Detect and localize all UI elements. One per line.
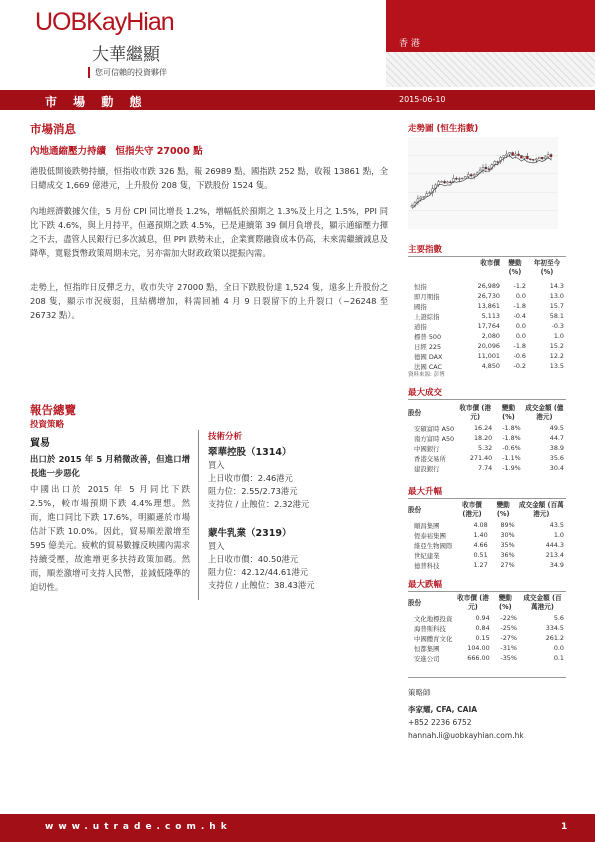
analyst-email[interactable]: hannah.li@uobkayhian.com.hk	[408, 731, 524, 740]
cell-name: 建設銀行	[414, 464, 440, 473]
cell-value: 43.5	[549, 521, 564, 529]
turnover-row	[406, 453, 566, 463]
cell-value: 34.9	[549, 561, 564, 569]
divider	[408, 399, 566, 400]
top-turnover-title: 最大成交	[408, 388, 443, 398]
report-lead: 出口於 2015 年 5 月稍微改善，但進口增長進一步惡化	[30, 454, 190, 478]
cell-value: 18.20	[473, 434, 493, 442]
cell-name: 德國 DAX	[414, 352, 443, 361]
cell-value: 89%	[500, 521, 515, 529]
cell-value: -1.1%	[502, 454, 521, 462]
candle-body	[547, 155, 549, 157]
cell-value: 13.0	[549, 292, 564, 300]
cell-value: -0.4	[513, 312, 526, 320]
candle-body	[497, 162, 499, 163]
moving-average-line	[412, 156, 551, 209]
col-header: 收市價 (港元)	[457, 594, 489, 611]
cell-value: 7.74	[478, 464, 493, 472]
report-overview-title: 報告總覽	[30, 403, 76, 417]
cell-value: 666.00	[467, 654, 490, 662]
gainer-row	[406, 540, 566, 550]
cell-value: 14.3	[549, 282, 564, 290]
col-header: 股份	[408, 598, 422, 607]
gainer-row	[406, 560, 566, 570]
cell-name: 標普 500	[414, 332, 442, 341]
market-news-paragraph: 走勢上，恒指昨日反彈乏力，收市失守 27000 點，全日下跌股份達 1,524 隻，遠多上升股份之 208 隻，顯示市況疲弱，且結構增加，料需回補 4 月 9 日裂留下的上升裂口（~26248 至 26732 點）。	[30, 282, 388, 320]
candle-body	[476, 173, 478, 175]
cell-value: 0.1	[553, 654, 564, 662]
cell-value: 27%	[500, 561, 515, 569]
cell-value: 5.6	[553, 614, 564, 622]
col-header: 變動 (%)	[496, 501, 510, 518]
cell-value: -22%	[500, 614, 517, 622]
candle-body	[544, 157, 546, 159]
cell-name: 維亞生物國際	[414, 541, 453, 550]
table-header-row	[406, 259, 566, 281]
cell-name: 海普斯科技	[414, 624, 446, 633]
cell-name: 世紀建業	[414, 551, 440, 560]
candle-body	[506, 154, 508, 156]
index-row	[406, 291, 566, 301]
candle-body	[550, 155, 552, 157]
loser-row	[406, 643, 566, 653]
candle-body	[529, 159, 531, 160]
candle-body	[473, 175, 475, 176]
cell-value: -0.6	[513, 352, 526, 360]
cell-value: 0.84	[475, 624, 490, 632]
cell-value: 49.5	[549, 424, 564, 432]
col-header: 成交金額 (百萬港元)	[523, 594, 562, 611]
candle-body	[429, 193, 431, 194]
cell-name: 恆泰裕集團	[414, 531, 446, 540]
cell-value: 0.0	[515, 332, 526, 340]
cell-value: -25%	[500, 624, 517, 632]
header-pattern-block	[386, 52, 595, 87]
stock-action: 買入	[208, 460, 225, 470]
candle-body	[541, 157, 543, 158]
col-header: 成交金額 (百萬港元)	[518, 501, 564, 518]
divider	[408, 591, 566, 592]
region-label: 香 港	[399, 39, 420, 49]
candle-body	[535, 159, 537, 160]
stock-stop: 支持位 / 止蝕位：38.43港元	[208, 580, 315, 590]
index-row	[406, 311, 566, 321]
cell-name: 國指	[414, 302, 427, 311]
candle-body	[520, 156, 522, 159]
candle-body	[441, 181, 443, 182]
index-row	[406, 301, 566, 311]
cell-value: 444.3	[545, 541, 564, 549]
candle-body	[461, 178, 463, 179]
stock-name: 翠華控股（1314）	[208, 447, 292, 458]
cell-value: 13,861	[477, 302, 500, 310]
col-header: 收市價 (港元)	[459, 404, 492, 421]
col-header: 變動 (%)	[498, 594, 512, 611]
cell-name: 德普科技	[414, 561, 440, 570]
cell-value: 26,989	[477, 282, 500, 290]
cell-value: 334.5	[545, 624, 564, 632]
cell-value: -35%	[500, 654, 517, 662]
cell-value: 20,096	[477, 342, 500, 350]
cell-value: 16.24	[473, 424, 493, 432]
stock-action: 買入	[208, 541, 225, 551]
cell-value: -1.9%	[502, 464, 521, 472]
turnover-row	[406, 433, 566, 443]
indices-table	[406, 259, 566, 371]
cell-name: 恒都集團	[414, 644, 440, 653]
technical-stock-block	[208, 527, 388, 592]
cell-name: 文化地標投資	[414, 614, 453, 623]
cell-name: 中國銀行	[414, 444, 440, 453]
col-header: 收市價 (港元)	[462, 501, 482, 518]
analyst-name: 李家耀, CFA, CAIA	[408, 705, 478, 714]
index-row	[406, 321, 566, 331]
col-header: 變動 (%)	[508, 259, 522, 276]
candle-body	[503, 156, 505, 158]
cell-value: -1.8%	[502, 424, 521, 432]
cell-value: 213.4	[545, 551, 564, 559]
cell-name: 安碩富時 A50	[414, 424, 455, 433]
cell-value: 271.40	[469, 454, 493, 462]
analyst-phone: +852 2236 6752	[408, 718, 472, 727]
col-header: 收市價	[480, 259, 500, 267]
table-header-row	[406, 593, 566, 613]
cell-value: 38.9	[549, 444, 564, 452]
cell-value: 261.2	[545, 634, 564, 642]
candle-body	[512, 153, 514, 156]
cell-name: 上證綜指	[414, 312, 440, 321]
report-body: 中國出口於 2015 年 5 月同比下跌 2.5%，較市場預期下跌 4.4%理想。然而，進口同比下跌 17.6%，明顯遜於市場估計下跌 10.0%。因此，貿易順差激增至 595 億美元。疲軟的貿易數據反映國內需求持續受壓，故進增更多扶持政策加碼。然而，順差激增可支持人民幣，並減低隆準的迫切性。	[30, 484, 190, 592]
cell-name: 香港交易所	[414, 454, 446, 463]
analyst-label: 策略師	[408, 688, 431, 697]
market-news-title: 市場消息	[30, 122, 76, 136]
cell-value: -0.2	[513, 362, 526, 370]
col-header: 變動 (%)	[501, 404, 516, 421]
candle-body	[423, 197, 425, 198]
brand-slogan: 您可信賴的投資夥伴	[88, 67, 167, 78]
candle-body	[538, 157, 540, 159]
brand-logo-chinese: 大華繼顯	[92, 45, 160, 65]
stock-resistance: 阻力位：42.12/44.61港元	[208, 567, 309, 577]
analyst-block	[408, 686, 524, 742]
cell-value: 0.15	[475, 634, 490, 642]
report-date: 2015-06-10	[399, 95, 446, 104]
cell-value: 1.0	[553, 531, 564, 539]
cell-value: 2,080	[481, 332, 500, 340]
loser-row	[406, 633, 566, 643]
cell-name: 安進公司	[414, 654, 440, 663]
candle-body	[532, 159, 534, 160]
stock-close: 上日收市價：2.46港元	[208, 473, 293, 483]
market-news-paragraph: 內地經濟數據欠佳，5 月份 CPI 同比增長 1.2%，增幅低於預期之 1.3%及上月之 1.5%，PPI 同比下跌 4.6%，與上月持平，但遜預期之跌 4.5%，已是連續第 39 個月負增長，顯示通縮壓力揮之不去，盡管人民銀行已多次減息，但 PPI 跌勢未止，企業實際融資成本仍高，未來需繼續減息及降準，寬鬆貨幣政策周期未完，另亦需加大財政政策以提振內需。	[30, 206, 388, 258]
cell-value: 0.0	[515, 322, 526, 330]
cell-value: 30.4	[549, 464, 564, 472]
report-topic: 貿易	[30, 438, 50, 449]
cell-value: 4.08	[473, 521, 488, 529]
market-news-headline: 內地通縮壓力持續 恒指失守 27000 點	[30, 146, 203, 157]
divider	[408, 256, 566, 257]
cell-value: 0.94	[475, 614, 490, 622]
cell-value: -0.3	[551, 322, 564, 330]
strategy-label: 投資策略	[30, 420, 65, 430]
candle-body	[444, 181, 446, 183]
footer-url-link[interactable]: www.utrade.com.hk	[45, 822, 232, 832]
top-turnover-table	[406, 403, 566, 473]
cell-name: 道指	[414, 322, 427, 331]
cell-value: -1.8	[513, 302, 526, 310]
cell-value: -1.8%	[502, 434, 521, 442]
candle-body	[467, 175, 469, 177]
cell-value: 12.2	[549, 352, 564, 360]
cell-name: 恒指	[414, 282, 427, 291]
table-header-row	[406, 500, 566, 520]
candle-body	[485, 167, 487, 168]
candle-body	[518, 154, 520, 156]
candle-body	[515, 154, 517, 155]
cell-value: -27%	[500, 634, 517, 642]
candle-body	[494, 162, 496, 165]
brand-logo: UOBKayHian	[35, 8, 174, 36]
cell-value: 5.32	[478, 444, 493, 452]
cell-value: 44.7	[549, 434, 564, 442]
candle-body	[411, 206, 413, 207]
cell-value: -31%	[500, 644, 517, 652]
cell-value: 11,001	[477, 352, 500, 360]
cell-value: 58.1	[549, 312, 564, 320]
divider	[408, 498, 566, 499]
cell-value: 4,850	[481, 362, 500, 370]
cell-value: 13.5	[549, 362, 564, 370]
cell-value: 36%	[500, 551, 515, 559]
market-news-paragraph: 港股低開後跌勢持續，恒指收市跌 326 點，報 26989 點，國指跌 252 點，收報 13861 點，全日總成交 1,669 億港元，上升股份 208 隻，下跌股份 1524 隻。	[30, 166, 388, 190]
cell-value: 35%	[500, 541, 515, 549]
index-row	[406, 341, 566, 351]
trend-chart-title: 走勢圖 (恒生指數)	[408, 124, 479, 134]
trend-chart	[408, 137, 558, 229]
cell-value: 0.0	[553, 644, 564, 652]
cell-value: 4.66	[473, 541, 488, 549]
cell-name: 法國 CAC	[414, 362, 442, 371]
loser-row	[406, 613, 566, 623]
cell-value: -0.6%	[502, 444, 521, 452]
candle-body	[420, 197, 422, 199]
cell-value: 0.0	[515, 292, 526, 300]
cell-name: 順昌集團	[414, 521, 440, 530]
divider	[408, 677, 566, 678]
col-header	[406, 259, 463, 281]
page-title: 市 場 動 態	[45, 95, 148, 109]
turnover-row	[406, 463, 566, 473]
cell-value: 1.40	[473, 531, 488, 539]
technical-analysis-title: 技術分析	[208, 432, 243, 442]
top-gainers-title: 最大升幅	[408, 487, 443, 497]
turnover-row	[406, 443, 566, 453]
cell-value: 15.7	[549, 302, 564, 310]
cell-value: 104.00	[467, 644, 490, 652]
stock-stop: 支持位 / 止蝕位：2.32港元	[208, 499, 310, 509]
cell-value: 0.51	[473, 551, 488, 559]
loser-row	[406, 653, 566, 663]
gainer-row	[406, 550, 566, 560]
cell-value: 26,730	[477, 292, 500, 300]
technical-stock-block	[208, 446, 388, 511]
col-header: 年初至今 (%)	[533, 259, 561, 276]
index-row	[406, 331, 566, 341]
candle-body	[455, 178, 457, 179]
candle-body	[509, 153, 511, 155]
stock-close: 上日收市價：40.50港元	[208, 554, 299, 564]
cell-value: 1.0	[553, 332, 564, 340]
cell-value: 15.2	[549, 342, 564, 350]
top-losers-title: 最大跌幅	[408, 580, 443, 590]
candle-body	[482, 167, 484, 170]
candle-body	[523, 156, 525, 158]
indices-title: 主要指數	[408, 245, 443, 255]
page-number: 1	[561, 822, 568, 832]
candle-body	[526, 156, 528, 159]
candle-body	[447, 182, 449, 183]
candle-body	[464, 176, 466, 178]
cell-name: 日經 225	[414, 342, 442, 351]
candlestick-chart	[408, 137, 558, 229]
col-header: 股份	[408, 408, 422, 417]
indices-source: 資料來源: 彭博	[408, 372, 445, 378]
cell-value: -1.8	[513, 342, 526, 350]
top-losers-table	[406, 593, 566, 663]
col-header: 股份	[408, 505, 422, 514]
loser-row	[406, 623, 566, 633]
cell-value: 30%	[500, 531, 515, 539]
index-row	[406, 351, 566, 361]
turnover-row	[406, 423, 566, 433]
table-header-row	[406, 403, 566, 423]
cell-value: 1.27	[473, 561, 488, 569]
candle-body	[470, 175, 472, 176]
cell-value: -1.2	[513, 282, 526, 290]
candle-body	[488, 169, 490, 170]
index-row	[406, 281, 566, 291]
cell-value: 35.6	[549, 454, 564, 462]
cell-name: 即月期指	[414, 292, 440, 301]
candle-body	[458, 179, 460, 180]
cell-value: 17,764	[477, 322, 500, 330]
top-gainers-table	[406, 500, 566, 570]
cell-name: 中國體育文化	[414, 634, 453, 643]
cell-value: 5,113	[481, 312, 500, 320]
gainer-row	[406, 530, 566, 540]
cell-name: 南方富時 A50	[414, 434, 455, 443]
stock-resistance: 阻力位：2.55/2.73港元	[208, 486, 298, 496]
col-header: 成交金額 (億港元)	[525, 404, 564, 421]
column-divider	[198, 430, 199, 600]
stock-name: 蒙牛乳業（2319）	[208, 528, 292, 539]
candle-body	[449, 182, 451, 183]
gainer-row	[406, 520, 566, 530]
